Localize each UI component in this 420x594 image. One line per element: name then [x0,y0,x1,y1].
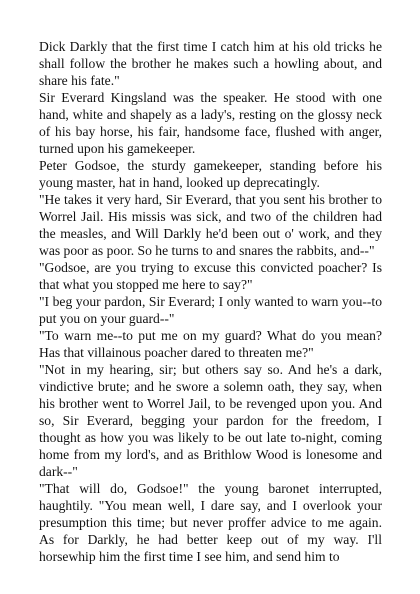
paragraph-7: "To warn me--to put me on my guard? What do you mean? Has that villainous poacher dared to threaten me?" [39,328,382,360]
paragraph-3: Peter Godsoe, the sturdy gamekeeper, standing before his young master, hat in hand, looked up deprecatingly. [39,158,382,190]
paragraph-9: "That will do, Godsoe!" the young baronet interrupted, haughtily. "You mean well, I dare say, and I overlook your presumption this time; but never proffer advice to me again. As for Darkly, he had better keep out of my way. I'll horsewhip him the first time I see him, and send him to [39,481,382,564]
paragraph-6: "I beg your pardon, Sir Everard; I only wanted to warn you--to put you on your guard--" [39,294,382,326]
paragraph-2: Sir Everard Kingsland was the speaker. He stood with one hand, white and shapely as a lady's, resting on the glossy neck of his bay horse, his fair, handsome face, flushed with anger, turned upon his gamekeeper. [39,90,382,156]
paragraph-5: "Godsoe, are you trying to excuse this convicted poacher? Is that what you stopped me here to say?" [39,260,382,292]
paragraph-4: "He takes it very hard, Sir Everard, that you sent his brother to Worrel Jail. His missis was sick, and two of the children had the measles, and Will Darkly he'd been out o' work, and they was poor as poor. So he turns to and snares the rabbits, and--" [39,192,382,258]
paragraph-8: "Not in my hearing, sir; but others say so. And he's a dark, vindictive brute; and he swore a solemn oath, they say, when his brother went to Worrel Jail, to be revenged upon you. And so, Sir Everard, begging your pardon for the freedom, I thought as how you was likely to be out late to-night, coming home from my lord's, and as Brithlow Wood is lonesome and dark--" [39,362,382,479]
document-body [39,38,382,565]
paragraph-1: Dick Darkly that the first time I catch him at his old tricks he shall follow the brother he makes such a howling about, and share his fate." [39,39,382,88]
